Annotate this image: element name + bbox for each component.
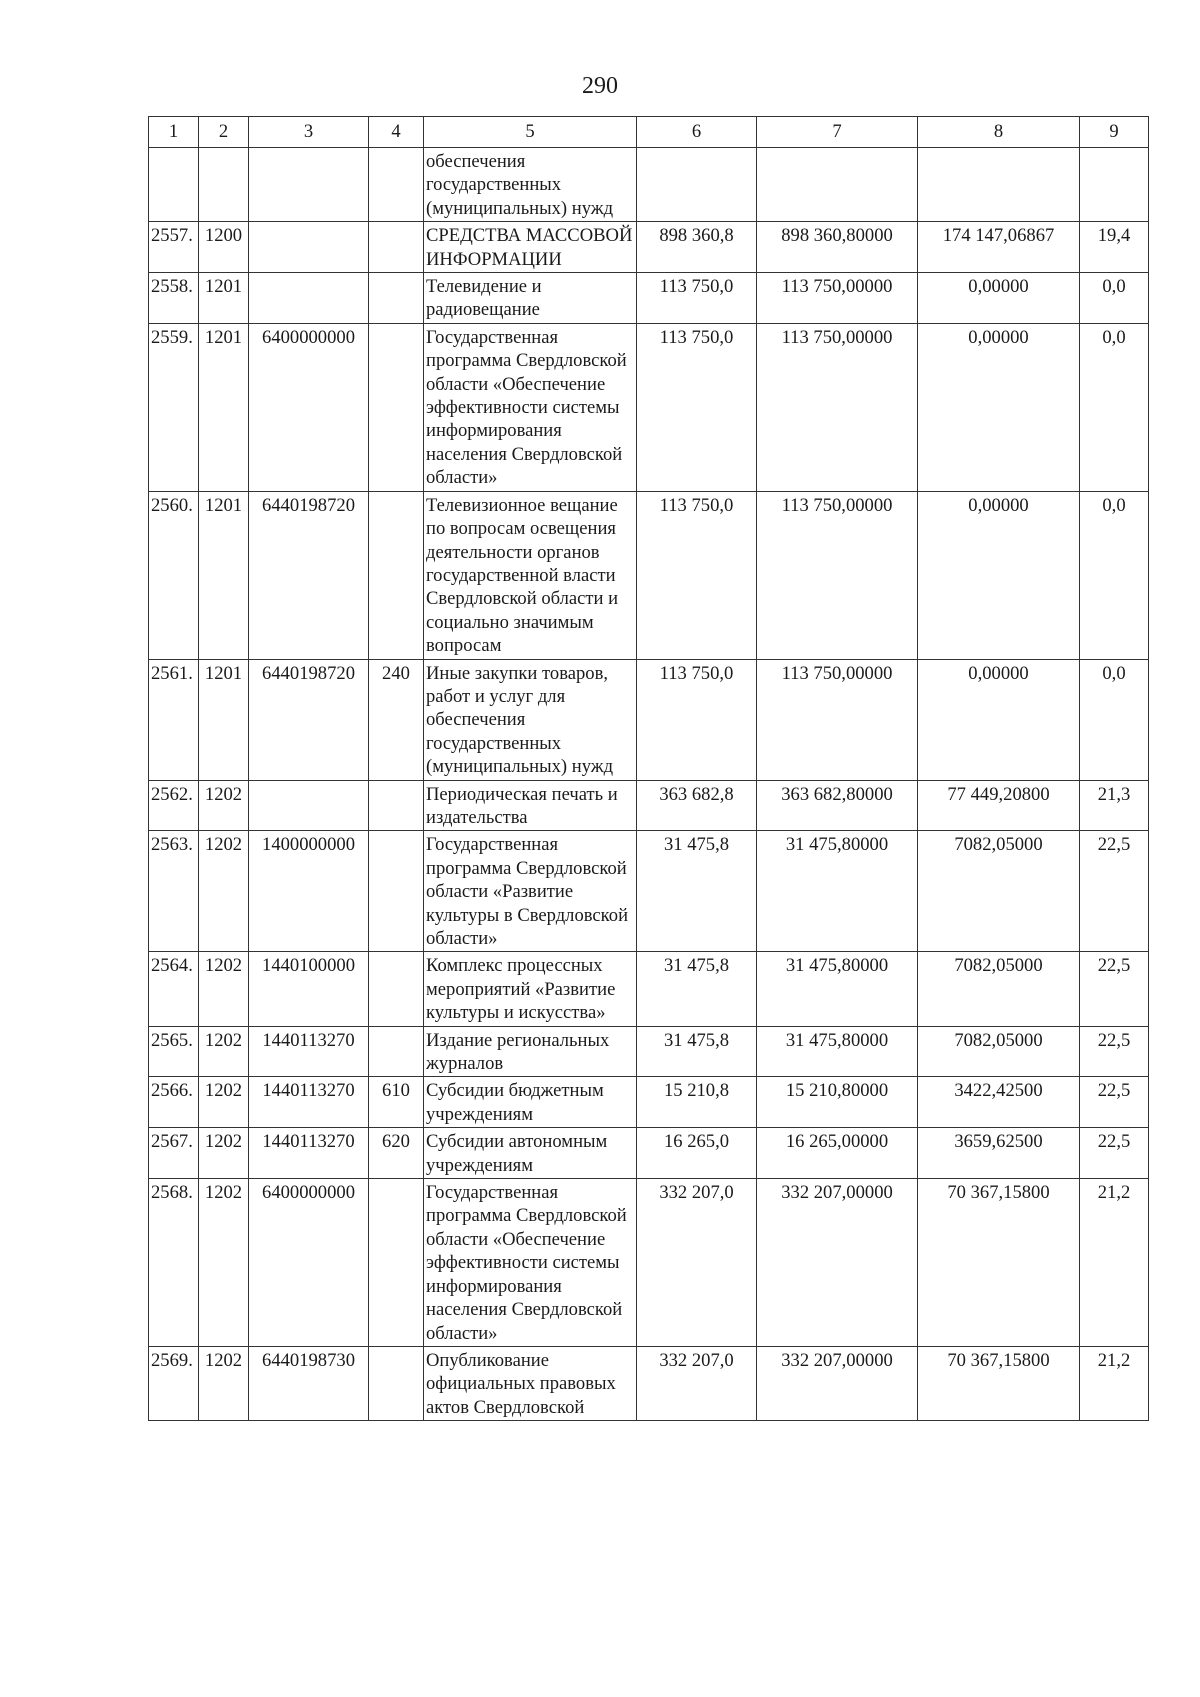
approved-amount-cell: 15 210,8 — [637, 1077, 757, 1128]
target-article-cell: 1440100000 — [249, 952, 369, 1026]
planned-amount-cell: 113 750,00000 — [757, 323, 918, 491]
section-code-cell: 1201 — [199, 659, 249, 780]
execution-percent-cell: 0,0 — [1080, 491, 1149, 659]
execution-percent-cell: 0,0 — [1080, 323, 1149, 491]
item-name-cell: Периодическая печать и издательства — [424, 780, 637, 831]
executed-amount-cell: 174 147,06867 — [918, 222, 1080, 273]
executed-amount-cell: 70 367,15800 — [918, 1179, 1080, 1347]
item-name-cell: Комплекс процессных мероприятий «Развитие культуры и искусства» — [424, 952, 637, 1026]
column-header: 6 — [637, 117, 757, 148]
row-number-cell: 2566. — [149, 1077, 199, 1128]
row-number-cell: 2559. — [149, 323, 199, 491]
expense-type-cell — [369, 831, 424, 952]
table-row — [149, 222, 1149, 273]
planned-amount-cell: 898 360,80000 — [757, 222, 918, 273]
executed-amount-cell: 3659,62500 — [918, 1128, 1080, 1179]
approved-amount-cell: 898 360,8 — [637, 222, 757, 273]
execution-percent-cell: 21,2 — [1080, 1179, 1149, 1347]
column-header: 7 — [757, 117, 918, 148]
item-name-cell: обеспечения государственных (муниципальных) нужд — [424, 148, 637, 222]
execution-percent-cell: 21,2 — [1080, 1346, 1149, 1420]
expense-type-cell — [369, 1179, 424, 1347]
target-article-cell: 6440198720 — [249, 491, 369, 659]
execution-percent-cell: 22,5 — [1080, 952, 1149, 1026]
table-row — [149, 780, 1149, 831]
expense-type-cell — [369, 273, 424, 324]
target-article-cell: 1440113270 — [249, 1026, 369, 1077]
budget-table — [148, 116, 1149, 1421]
row-number-cell: 2562. — [149, 780, 199, 831]
target-article-cell — [249, 222, 369, 273]
row-number-cell: 2561. — [149, 659, 199, 780]
expense-type-cell — [369, 1026, 424, 1077]
execution-percent-cell: 0,0 — [1080, 273, 1149, 324]
execution-percent-cell — [1080, 148, 1149, 222]
table-row — [149, 1128, 1149, 1179]
approved-amount-cell: 332 207,0 — [637, 1346, 757, 1420]
table-row — [149, 659, 1149, 780]
planned-amount-cell: 16 265,00000 — [757, 1128, 918, 1179]
item-name-cell: Издание региональных журналов — [424, 1026, 637, 1077]
approved-amount-cell: 113 750,0 — [637, 491, 757, 659]
planned-amount-cell: 31 475,80000 — [757, 1026, 918, 1077]
target-article-cell — [249, 148, 369, 222]
planned-amount-cell: 332 207,00000 — [757, 1346, 918, 1420]
item-name-cell: Субсидии автономным учреждениям — [424, 1128, 637, 1179]
executed-amount-cell: 0,00000 — [918, 323, 1080, 491]
approved-amount-cell: 113 750,0 — [637, 273, 757, 324]
row-number-cell: 2557. — [149, 222, 199, 273]
executed-amount-cell: 0,00000 — [918, 659, 1080, 780]
target-article-cell — [249, 273, 369, 324]
table-row — [149, 1077, 1149, 1128]
planned-amount-cell: 363 682,80000 — [757, 780, 918, 831]
item-name-cell: СРЕДСТВА МАССОВОЙ ИНФОРМАЦИИ — [424, 222, 637, 273]
planned-amount-cell: 31 475,80000 — [757, 831, 918, 952]
column-header: 9 — [1080, 117, 1149, 148]
target-article-cell: 6400000000 — [249, 323, 369, 491]
execution-percent-cell: 22,5 — [1080, 831, 1149, 952]
row-number-cell: 2558. — [149, 273, 199, 324]
expense-type-cell — [369, 952, 424, 1026]
approved-amount-cell: 332 207,0 — [637, 1179, 757, 1347]
planned-amount-cell: 113 750,00000 — [757, 491, 918, 659]
item-name-cell: Государственная программа Свердловской области «Обеспечение эффективности системы информирования населения Свердловской области» — [424, 1179, 637, 1347]
approved-amount-cell: 31 475,8 — [637, 831, 757, 952]
planned-amount-cell: 332 207,00000 — [757, 1179, 918, 1347]
item-name-cell: Иные закупки товаров, работ и услуг для обеспечения государственных (муниципальных) нужд — [424, 659, 637, 780]
section-code-cell: 1202 — [199, 1346, 249, 1420]
expense-type-cell — [369, 222, 424, 273]
executed-amount-cell: 7082,05000 — [918, 1026, 1080, 1077]
planned-amount-cell — [757, 148, 918, 222]
item-name-cell: Опубликование официальных правовых актов Свердловской — [424, 1346, 637, 1420]
row-number-cell — [149, 148, 199, 222]
item-name-cell: Государственная программа Свердловской области «Обеспечение эффективности системы информирования населения Свердловской области» — [424, 323, 637, 491]
column-header: 8 — [918, 117, 1080, 148]
expense-type-cell — [369, 323, 424, 491]
section-code-cell: 1202 — [199, 952, 249, 1026]
table-row — [149, 1026, 1149, 1077]
row-number-cell: 2563. — [149, 831, 199, 952]
expense-type-cell: 610 — [369, 1077, 424, 1128]
section-code-cell: 1202 — [199, 831, 249, 952]
section-code-cell: 1202 — [199, 1026, 249, 1077]
row-number-cell: 2569. — [149, 1346, 199, 1420]
execution-percent-cell: 0,0 — [1080, 659, 1149, 780]
execution-percent-cell: 22,5 — [1080, 1077, 1149, 1128]
execution-percent-cell: 22,5 — [1080, 1026, 1149, 1077]
table-row — [149, 831, 1149, 952]
column-header: 5 — [424, 117, 637, 148]
section-code-cell: 1202 — [199, 1077, 249, 1128]
column-header: 2 — [199, 117, 249, 148]
table-header-row — [149, 117, 1149, 148]
expense-type-cell — [369, 780, 424, 831]
target-article-cell — [249, 780, 369, 831]
approved-amount-cell: 363 682,8 — [637, 780, 757, 831]
planned-amount-cell: 113 750,00000 — [757, 659, 918, 780]
approved-amount-cell — [637, 148, 757, 222]
section-code-cell: 1202 — [199, 780, 249, 831]
approved-amount-cell: 113 750,0 — [637, 659, 757, 780]
target-article-cell: 6440198720 — [249, 659, 369, 780]
column-header: 1 — [149, 117, 199, 148]
execution-percent-cell: 19,4 — [1080, 222, 1149, 273]
item-name-cell: Телевидение и радиовещание — [424, 273, 637, 324]
table-row — [149, 1179, 1149, 1347]
column-header: 3 — [249, 117, 369, 148]
expense-type-cell: 240 — [369, 659, 424, 780]
table-row — [149, 273, 1149, 324]
item-name-cell: Государственная программа Свердловской области «Развитие культуры в Свердловской области» — [424, 831, 637, 952]
expense-type-cell — [369, 491, 424, 659]
target-article-cell: 1440113270 — [249, 1128, 369, 1179]
section-code-cell: 1201 — [199, 273, 249, 324]
table-row — [149, 323, 1149, 491]
execution-percent-cell: 22,5 — [1080, 1128, 1149, 1179]
executed-amount-cell: 0,00000 — [918, 491, 1080, 659]
item-name-cell: Субсидии бюджетным учреждениям — [424, 1077, 637, 1128]
execution-percent-cell: 21,3 — [1080, 780, 1149, 831]
target-article-cell: 6400000000 — [249, 1179, 369, 1347]
target-article-cell: 1400000000 — [249, 831, 369, 952]
column-header: 4 — [369, 117, 424, 148]
section-code-cell: 1202 — [199, 1179, 249, 1347]
target-article-cell: 6440198730 — [249, 1346, 369, 1420]
planned-amount-cell: 113 750,00000 — [757, 273, 918, 324]
expense-type-cell — [369, 148, 424, 222]
planned-amount-cell: 15 210,80000 — [757, 1077, 918, 1128]
section-code-cell — [199, 148, 249, 222]
executed-amount-cell: 7082,05000 — [918, 952, 1080, 1026]
page-number: 290 — [582, 73, 618, 99]
row-number-cell: 2568. — [149, 1179, 199, 1347]
row-number-cell: 2567. — [149, 1128, 199, 1179]
executed-amount-cell: 70 367,15800 — [918, 1346, 1080, 1420]
item-name-cell: Телевизионное вещание по вопросам освещения деятельности органов государственной власти Свердловской области и социально значимым вопросам — [424, 491, 637, 659]
planned-amount-cell: 31 475,80000 — [757, 952, 918, 1026]
expense-type-cell: 620 — [369, 1128, 424, 1179]
section-code-cell: 1201 — [199, 323, 249, 491]
approved-amount-cell: 31 475,8 — [637, 952, 757, 1026]
approved-amount-cell: 31 475,8 — [637, 1026, 757, 1077]
executed-amount-cell: 3422,42500 — [918, 1077, 1080, 1128]
executed-amount-cell: 0,00000 — [918, 273, 1080, 324]
section-code-cell: 1201 — [199, 491, 249, 659]
approved-amount-cell: 16 265,0 — [637, 1128, 757, 1179]
row-number-cell: 2564. — [149, 952, 199, 1026]
target-article-cell: 1440113270 — [249, 1077, 369, 1128]
expense-type-cell — [369, 1346, 424, 1420]
table-row — [149, 491, 1149, 659]
section-code-cell: 1200 — [199, 222, 249, 273]
section-code-cell: 1202 — [199, 1128, 249, 1179]
executed-amount-cell — [918, 148, 1080, 222]
row-number-cell: 2560. — [149, 491, 199, 659]
table-row — [149, 1346, 1149, 1420]
executed-amount-cell: 77 449,20800 — [918, 780, 1080, 831]
approved-amount-cell: 113 750,0 — [637, 323, 757, 491]
row-number-cell: 2565. — [149, 1026, 199, 1077]
table-row — [149, 952, 1149, 1026]
table-row — [149, 148, 1149, 222]
executed-amount-cell: 7082,05000 — [918, 831, 1080, 952]
